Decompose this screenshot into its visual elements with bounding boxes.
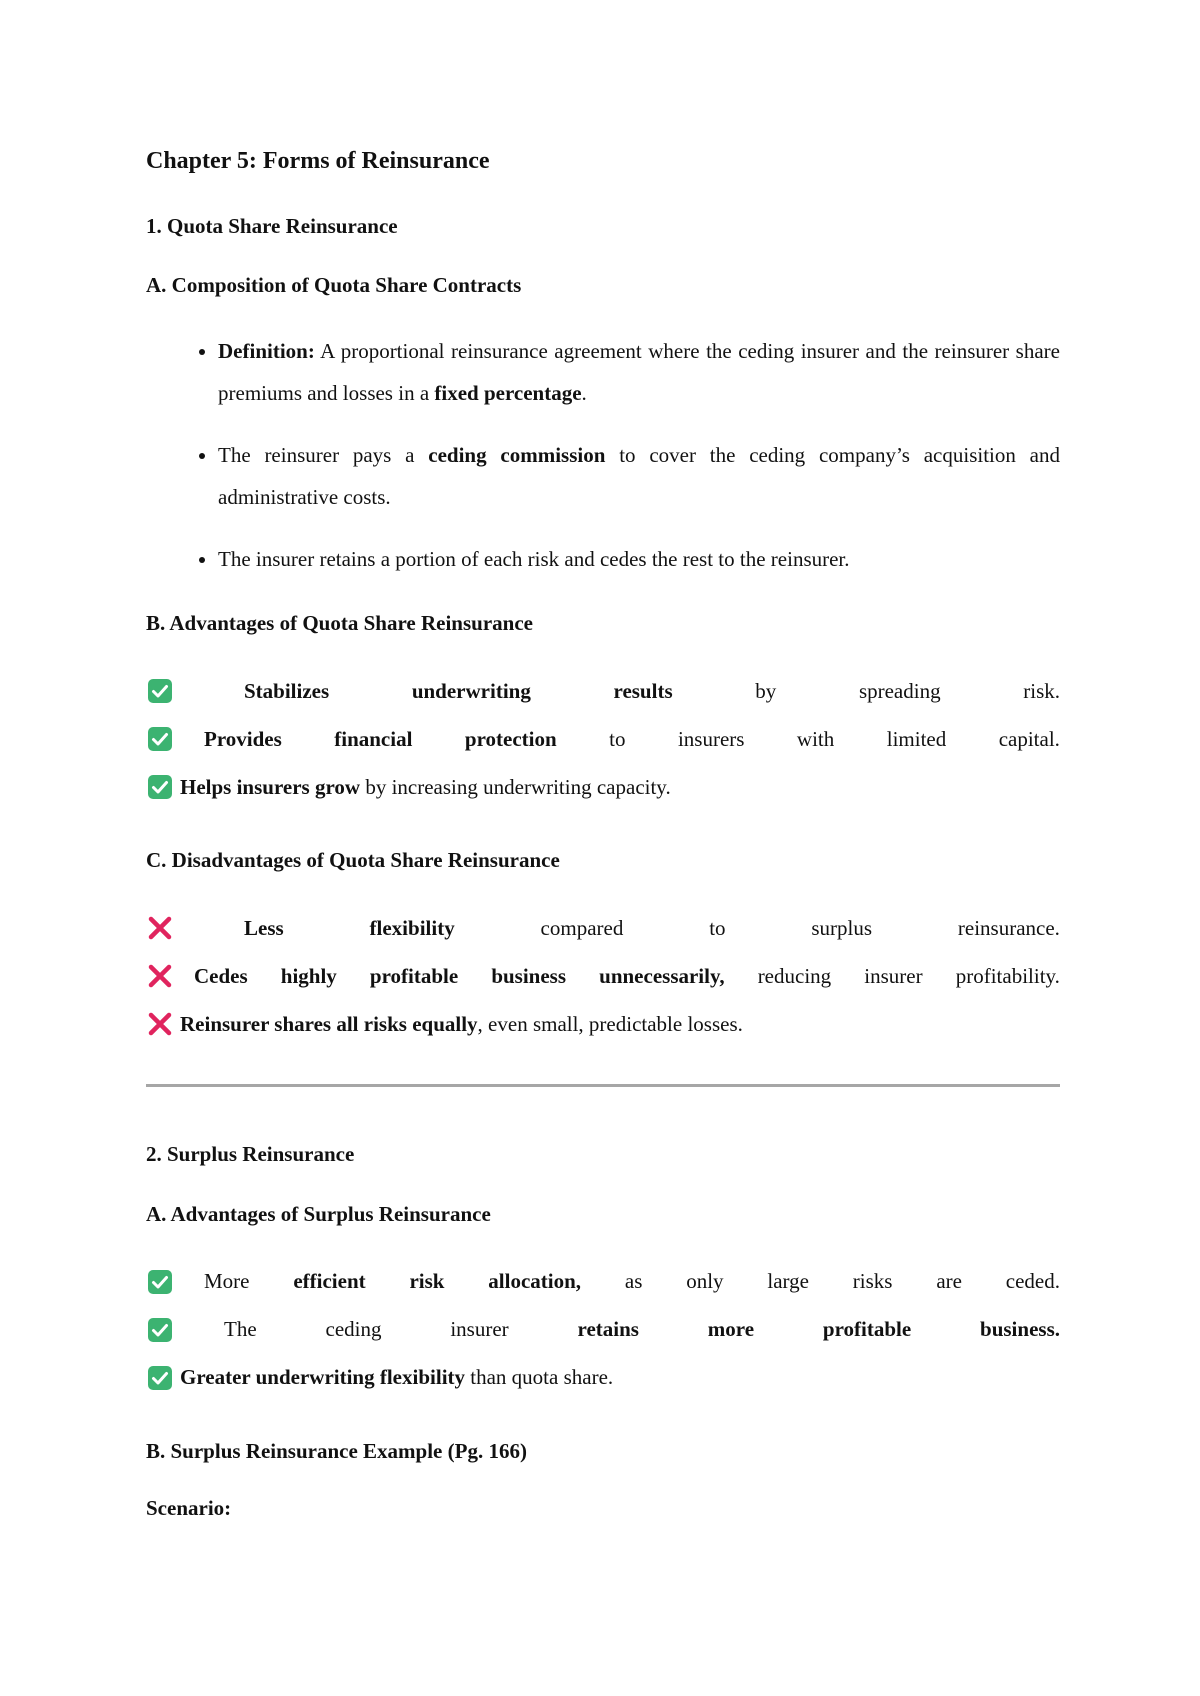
word: retains (577, 1317, 639, 1342)
retention-text: The insurer retains a portion of each risk and cedes the rest to the reinsurer. (218, 546, 850, 571)
definition-bold: fixed percentage (434, 380, 582, 405)
list-item (146, 952, 1060, 1000)
justified-line (180, 916, 1060, 941)
list-item (146, 715, 1060, 763)
list-item (146, 904, 1060, 952)
word: insurers (677, 726, 745, 751)
section-2-title: 2. Surplus Reinsurance (146, 1142, 355, 1167)
word: allocation, (488, 1269, 582, 1294)
word: Provides (204, 726, 282, 751)
word: spreading (858, 678, 941, 703)
definition-end: . (581, 380, 587, 405)
commission-text: The reinsurer pays a (218, 442, 429, 467)
composition-list (146, 330, 1060, 580)
list-item (146, 1000, 1060, 1048)
cross-mark-icon (146, 914, 174, 942)
justified-line (180, 1317, 1060, 1342)
check-box-icon (146, 773, 174, 801)
flexibility-text: than quota share. (465, 1365, 614, 1390)
quota-advantages-heading: B. Advantages of Quota Share Reinsurance (146, 610, 533, 635)
word: are (936, 1269, 962, 1294)
word: highly (280, 963, 337, 988)
word: to (609, 726, 626, 751)
surplus-advantages-heading: A. Advantages of Surplus Reinsurance (146, 1201, 491, 1226)
surplus-advantages-list (146, 1258, 1060, 1402)
word: financial (334, 726, 413, 751)
word: reducing (757, 963, 832, 988)
word: ceded. (1005, 1269, 1060, 1294)
word: as (624, 1269, 643, 1294)
list-item (146, 1258, 1060, 1306)
word: business. (980, 1317, 1060, 1342)
equally-text: , even small, predictable losses. (477, 1011, 743, 1036)
word: insurer (864, 963, 923, 988)
cross-mark-icon (146, 962, 174, 990)
surplus-example-heading: B. Surplus Reinsurance Example (Pg. 166) (146, 1438, 527, 1463)
list-item (146, 763, 1060, 811)
composition-heading: A. Composition of Quota Share Contracts (146, 273, 522, 298)
section-1-title: 1. Quota Share Reinsurance (146, 214, 398, 239)
check-box-icon (146, 1316, 174, 1344)
word: business (491, 963, 567, 988)
document-body (146, 140, 1060, 1553)
check-box-icon (146, 1268, 174, 1296)
cross-mark-icon (146, 1010, 174, 1038)
justified-line (180, 964, 1060, 989)
equally-bold: Reinsurer shares all risks equally (180, 1011, 478, 1036)
word: Less (244, 915, 284, 940)
plain-line (180, 1012, 1060, 1037)
word: with (796, 726, 835, 751)
word: by (755, 678, 777, 703)
word: large (767, 1269, 809, 1294)
quota-disadvantages-heading: C. Disadvantages of Quota Share Reinsurance (146, 848, 560, 873)
scenario-label: Scenario: (146, 1496, 232, 1521)
check-box-icon (146, 1364, 174, 1392)
word: More (204, 1269, 250, 1294)
word: insurer (450, 1317, 509, 1342)
chapter-title: Chapter 5: Forms of Reinsurance (146, 148, 490, 174)
list-item (218, 434, 1060, 518)
commission-end: to cover the ceding company’s acquisition and administrative costs. (218, 442, 1061, 509)
word: underwriting (411, 678, 531, 703)
word: risks (852, 1269, 893, 1294)
word: limited (886, 726, 947, 751)
word: only (686, 1269, 724, 1294)
word: risk. (1023, 678, 1060, 703)
list-item (218, 538, 1060, 580)
commission-bold: ceding commission (428, 442, 606, 467)
word: Stabilizes (244, 678, 330, 703)
list-item (146, 1306, 1060, 1354)
word: compared (540, 915, 624, 940)
word: to (709, 915, 726, 940)
word: protection (464, 726, 557, 751)
check-box-icon (146, 725, 174, 753)
quota-disadvantages-list (146, 904, 1060, 1048)
horizontal-divider (146, 1084, 1060, 1087)
justified-line (180, 727, 1060, 752)
plain-line (180, 1365, 1060, 1390)
word: flexibility (369, 915, 455, 940)
word: profitable (822, 1317, 912, 1342)
word: reinsurance. (957, 915, 1060, 940)
plain-line (180, 775, 1060, 800)
check-box-icon (146, 677, 174, 705)
word: surplus (811, 915, 873, 940)
word: efficient (293, 1269, 366, 1294)
flexibility-bold: Greater underwriting flexibility (180, 1365, 466, 1390)
justified-line (180, 679, 1060, 704)
word: results (613, 678, 673, 703)
grow-text: by increasing underwriting capacity. (360, 774, 671, 799)
list-item (146, 1354, 1060, 1402)
word: ceding (325, 1317, 382, 1342)
definition-label: Definition: (218, 338, 315, 363)
word: capital. (998, 726, 1060, 751)
list-item (218, 330, 1060, 414)
quota-advantages-list (146, 667, 1060, 811)
word: The (224, 1317, 257, 1342)
word: Cedes (194, 963, 248, 988)
justified-line (180, 1269, 1060, 1294)
word: unnecessarily, (599, 963, 725, 988)
word: risk (409, 1269, 445, 1294)
definition-text: A proportional reinsurance agreement where the ceding insurer and the reinsurer share premiums and losses in a (218, 338, 1060, 405)
word: profitable (369, 963, 459, 988)
grow-bold: Helps insurers grow (180, 774, 361, 799)
word: more (707, 1317, 755, 1342)
list-item (146, 667, 1060, 715)
word: profitability. (955, 963, 1060, 988)
